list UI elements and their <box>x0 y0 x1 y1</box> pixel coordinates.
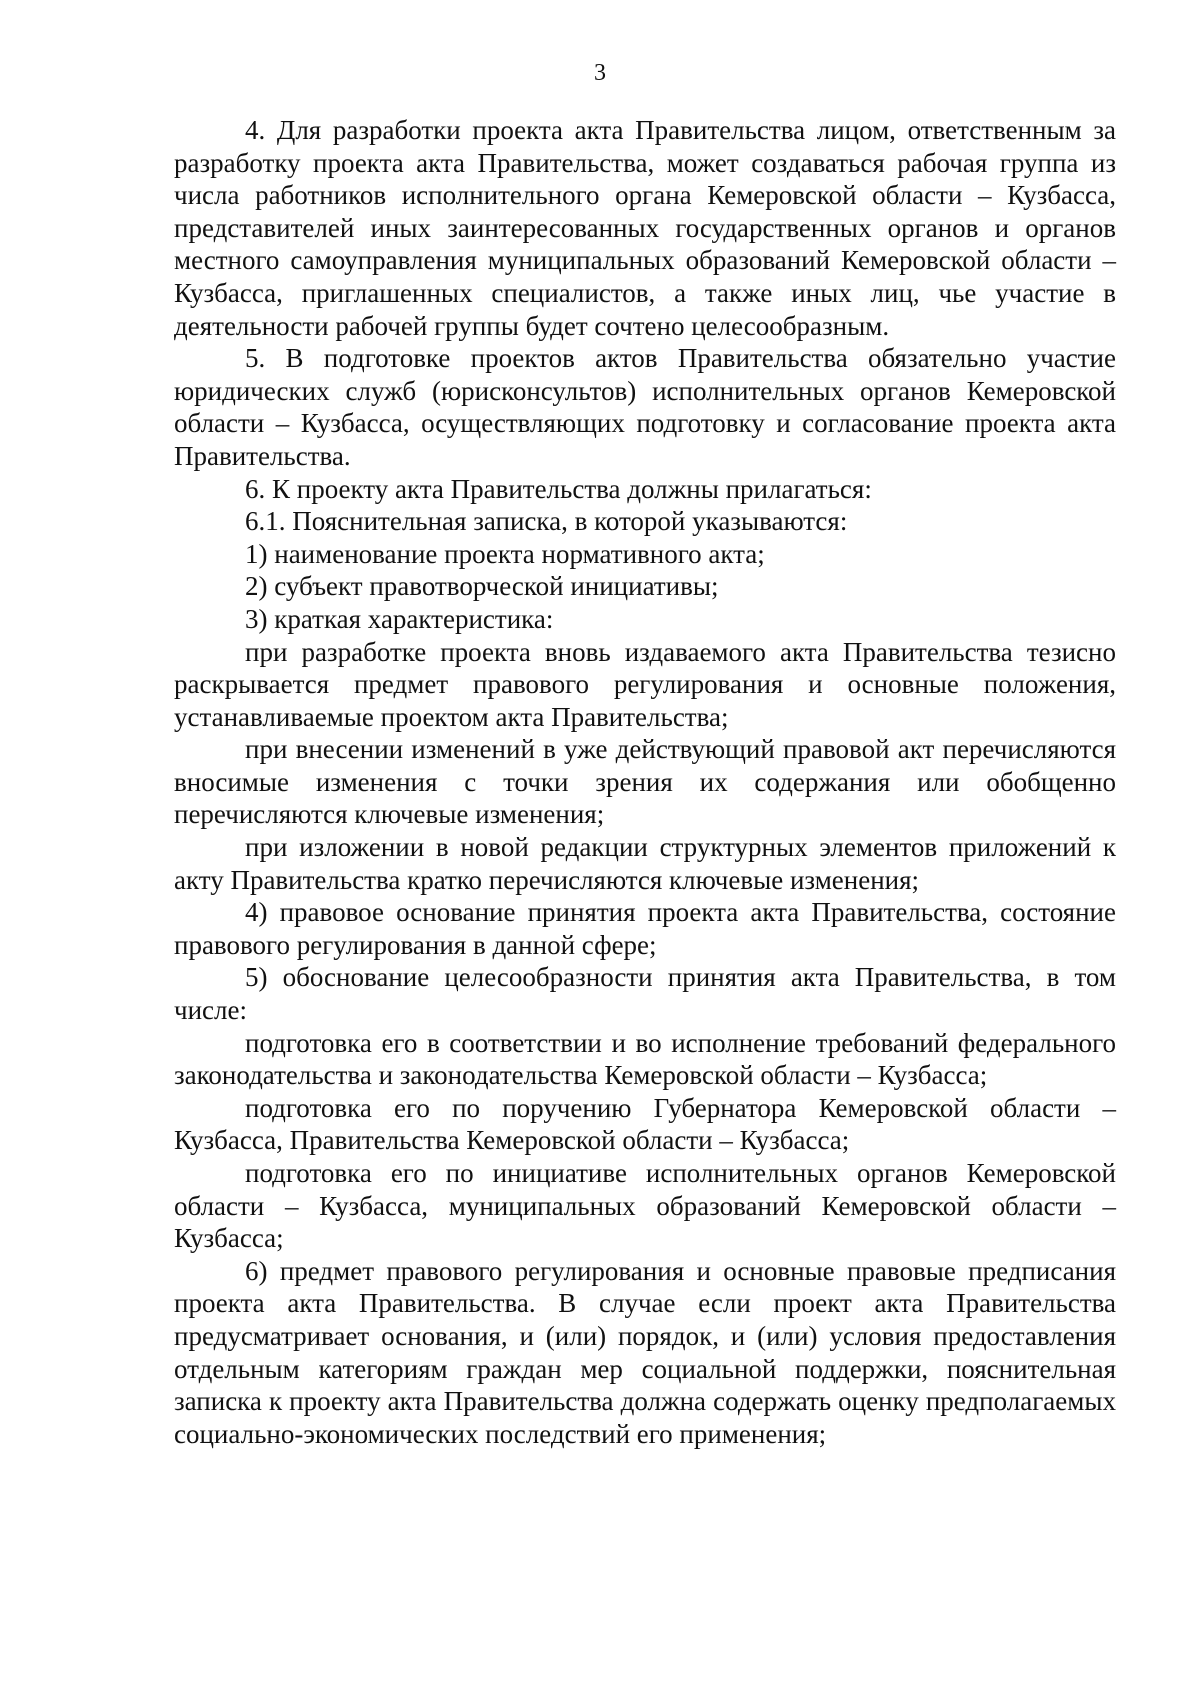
paragraph-explanatory-note: 6.1. Пояснительная записка, в которой указываются: <box>245 506 848 537</box>
paragraph-legal-services: 5. В подготовке проектов актов Правительства обязательно участие юридических служб (юрисконсультов) исполнительных органов Кемеровской области – Кузбасса, осуществляющих подготовку и согласование проекта акта Правительства. <box>174 343 1116 471</box>
list-item-3: 3) краткая характеристика: <box>245 603 554 634</box>
sub-item-initiative: подготовка его по инициативе исполнительных органов Кемеровской области – Кузбасса, муниципальных образований Кемеровской области – Кузбасса; <box>174 1158 1116 1254</box>
list-item-6: 6) предмет правового регулирования и основные правовые предписания проекта акта Правительства. В случае если проект акта Правительства предусматривает основания, и (или) порядок, и (или) условия предоставления отдельным категориям граждан мер социальной поддержки, пояснительная записка к проекту акта Правительства должна содержать оценку предполагаемых социально-экономических последствий его применения; <box>174 1255 1116 1449</box>
list-item-1: 1) наименование проекта нормативного акта; <box>245 538 765 569</box>
paragraph-working-group: 4. Для разработки проекта акта Правительства лицом, ответственным за разработку проекта акта Правительства, может создаваться рабочая группа из числа работников исполнительного органа Кемеровской области – Кузбасса, представителей иных заинтересованных государственных органов и органов местного самоуправления муниципальных образований Кемеровской области – Кузбасса, приглашенных специалистов, а также иных лиц, чье участие в деятельности рабочей группы будет сочтено целесообразным. <box>174 115 1116 341</box>
sub-item-federal-law: подготовка его в соответствии и во исполнение требований федерального законодательства и законодательства Кемеровской области – Кузбасса; <box>174 1027 1116 1091</box>
list-item-4: 4) правовое основание принятия проекта акта Правительства, состояние правового регулирования в данной сфере; <box>174 897 1116 960</box>
page-number: 3 <box>594 60 606 86</box>
sub-item-governor-order: подготовка его по поручению Губернатора Кемеровской области – Кузбасса, Правительства Кемеровской области – Кузбасса; <box>174 1092 1116 1156</box>
sub-item-new-edition: при изложении в новой редакции структурных элементов приложений к акту Правительства кратко перечисляются ключевые изменения; <box>174 832 1116 895</box>
list-item-5: 5) обоснование целесообразности принятия акта Правительства, в том числе: <box>174 962 1116 1026</box>
paragraph-attachments: 6. К проекту акта Правительства должны прилагаться: <box>245 473 872 504</box>
sub-item-new-act: при разработке проекта вновь издаваемого акта Правительства тезисно раскрывается предмет правового регулирования и основные положения, устанавливаемые проектом акта Правительства; <box>174 636 1116 732</box>
list-item-2: 2) субъект правотворческой инициативы; <box>245 571 719 602</box>
sub-item-amendments: при внесении изменений в уже действующий правовой акт перечисляются вносимые изменения с точки зрения их содержания или обобщенно перечисляются ключевые изменения; <box>174 734 1116 830</box>
document-body <box>174 114 1116 1450</box>
